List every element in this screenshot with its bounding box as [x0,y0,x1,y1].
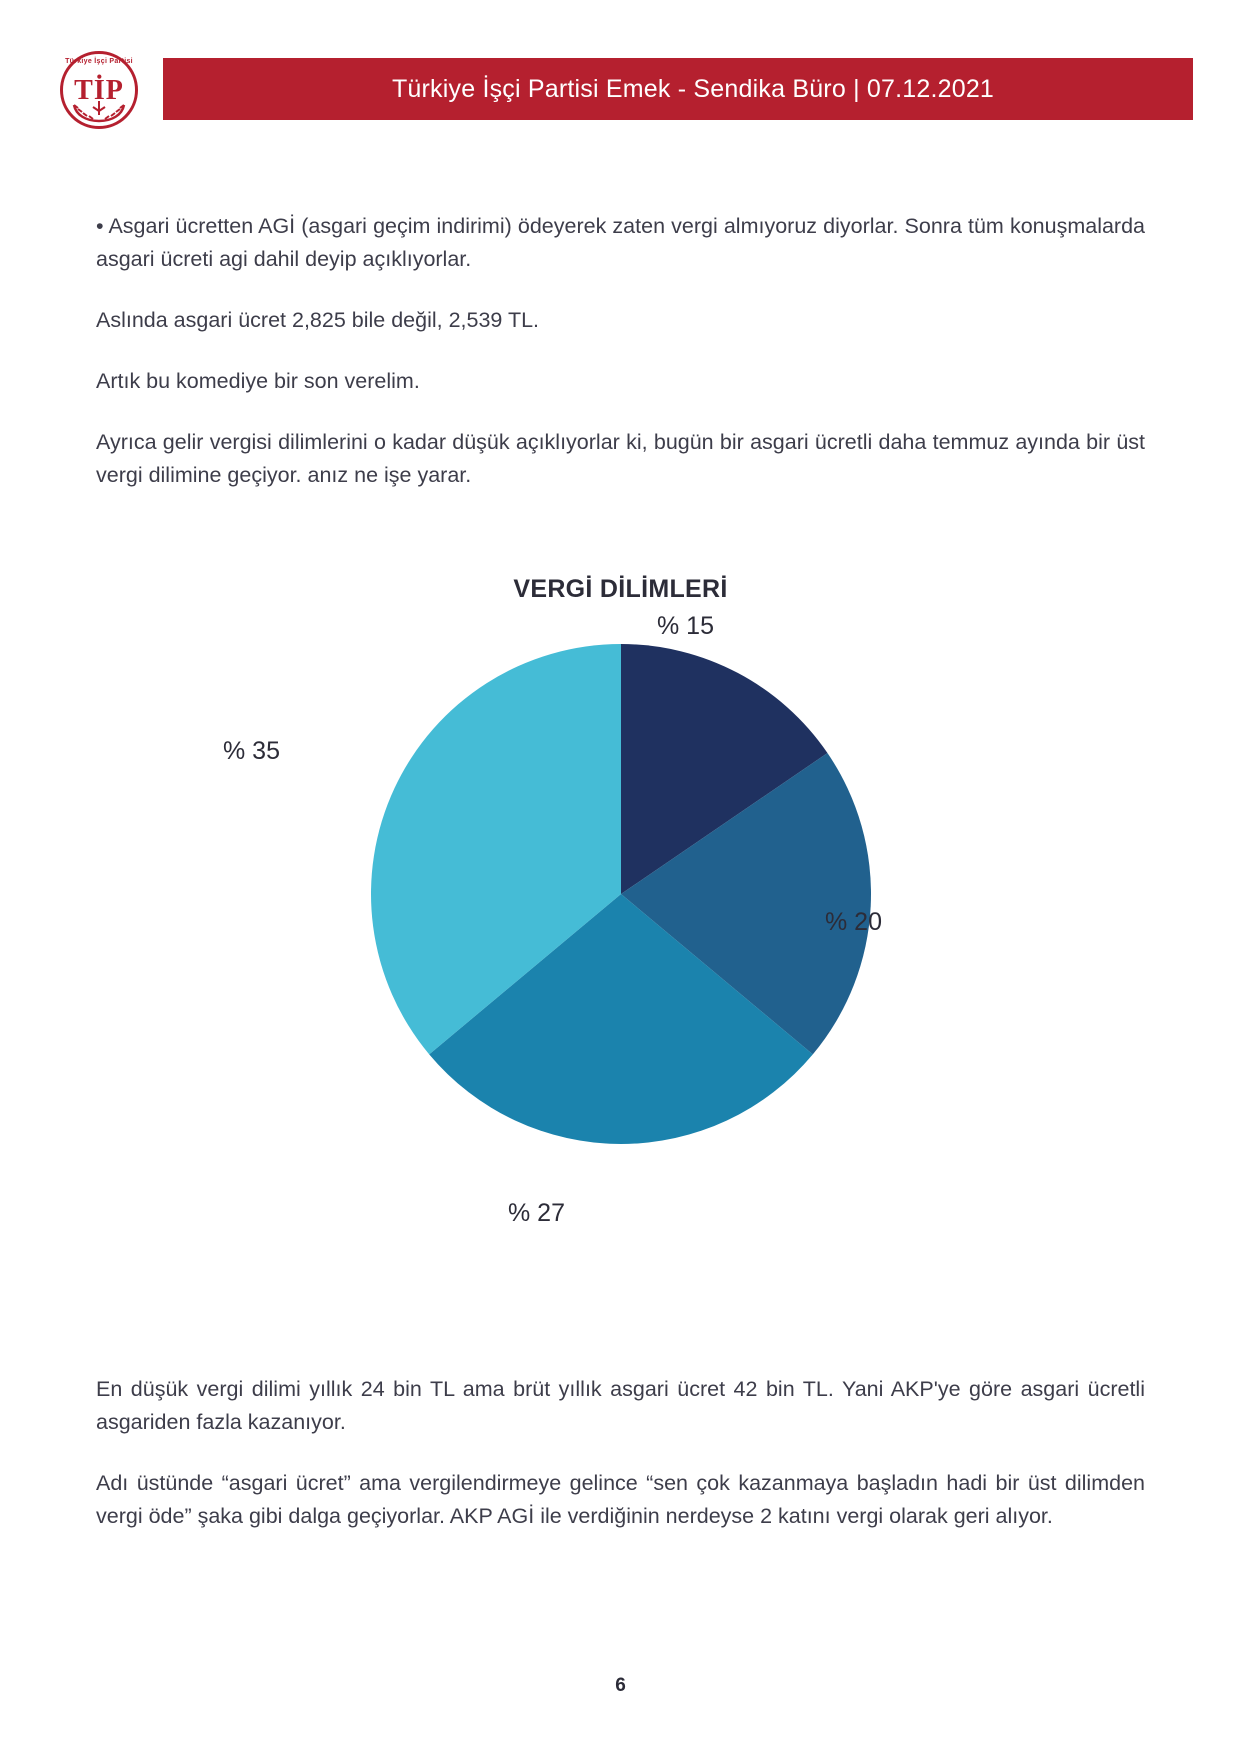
chart-title: VERGİ DİLİMLERİ [513,575,728,603]
header-title: Türkiye İşçi Partisi Emek - Sendika Büro | 07.12.2021 [391,74,995,103]
pie-label-20: % 20 [825,908,882,936]
body-text-bottom [96,1373,1145,1533]
wheat-wreath-icon [60,99,138,125]
paragraph: Adı üstünde “asgari ücret” ama vergilendirmeye gelince “sen çok kazanmaya başladın hadi bir üst dilimden vergi öde” şaka gibi dalga geçiyorlar. AKP AGİ ile verdiğinin nerdeyse 2 katını vergi olarak geri alıyor. [96,1471,1145,1528]
pie-label-35: % 35 [223,737,280,765]
chart-container [96,575,1145,1265]
page-header [48,58,1193,120]
pie-label-15: % 15 [657,612,714,640]
paragraph: • Asgari ücretten AGİ (asgari geçim indirimi) ödeyerek zaten vergi almıyoruz diyorlar. Sonra tüm konuşmalarda asgari ücreti agi dahil deyip açıklıyorlar. [96,214,1145,271]
paragraph: Ayrıca gelir vergisi dilimlerini o kadar düşük açıklıyorlar ki, bugün bir asgari ücretli daha temmuz ayında bir üst vergi dilimine geçiyor. anız ne işe yarar. [96,430,1145,487]
pie-label-27: % 27 [508,1199,565,1227]
paragraph: En düşük vergi dilimi yıllık 24 bin TL ama brüt yıllık asgari ücret 42 bin TL. Yani AKP'ye göre asgari ücretli asgariden fazla kazanıyor. [96,1377,1145,1434]
pie-chart [96,612,1145,1232]
logo-top-text: Türkiye İşçi Partisi [65,58,133,65]
logo-monogram: TİP [74,75,124,106]
paragraph: Artık bu komediye bir son verelim. [96,369,420,393]
header-banner [163,58,1193,120]
page-number: 6 [615,1675,626,1696]
body-text-top [96,210,1145,492]
tip-logo [48,49,160,131]
pie-chart-svg [361,634,881,1154]
paragraph: Aslında asgari ücret 2,825 bile değil, 2,539 TL. [96,308,540,332]
